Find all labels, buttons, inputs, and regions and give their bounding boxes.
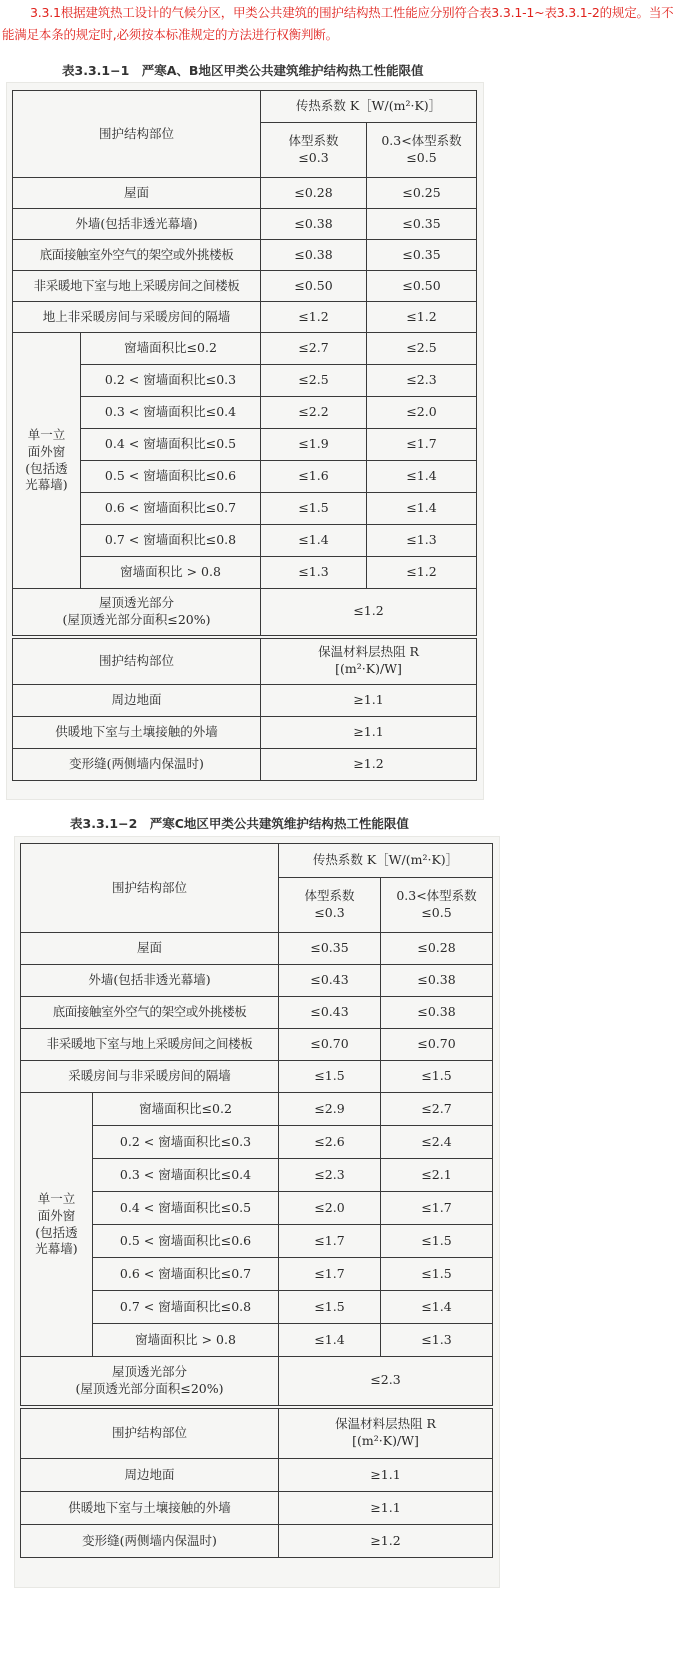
table-row <box>21 1029 493 1061</box>
window-ratio-label: 窗墙面积比≤0.2 <box>93 1093 279 1126</box>
k-value: ≤1.5 <box>279 1291 381 1324</box>
table-row <box>13 493 477 525</box>
k-value: ≤2.2 <box>261 397 367 429</box>
table-row <box>13 749 477 781</box>
table-row <box>13 209 477 240</box>
k-value: ≤1.2 <box>367 302 477 333</box>
window-ratio-label: 0.4 < 窗墙面积比≤0.5 <box>93 1192 279 1225</box>
table-row <box>21 997 493 1029</box>
window-group-label: 单一立 面外窗 (包括透 光幕墙) <box>21 1093 93 1357</box>
r-value: ≥1.1 <box>261 685 477 717</box>
k-value: ≤0.50 <box>261 271 367 302</box>
table-row <box>13 429 477 461</box>
row-label: 变形缝(两侧墙内保温时) <box>13 749 261 781</box>
row-label: 外墙(包括非透光幕墙) <box>21 965 279 997</box>
k-value: ≤1.4 <box>279 1324 381 1357</box>
k-value: ≤2.4 <box>381 1126 493 1159</box>
table-row <box>13 302 477 333</box>
part-header: 围护结构部位 <box>21 844 279 933</box>
window-ratio-label: 0.4 < 窗墙面积比≤0.5 <box>81 429 261 461</box>
k-value: ≤1.3 <box>261 557 367 589</box>
k-value: ≤0.38 <box>381 965 493 997</box>
k-value: ≤1.4 <box>367 461 477 493</box>
r-part-header: 围护结构部位 <box>13 637 261 685</box>
k-header: 传热系数 K［W/(m²·K)］ <box>279 844 493 878</box>
k-value: ≤0.43 <box>279 997 381 1029</box>
k-value: ≤2.6 <box>279 1126 381 1159</box>
row-label: 外墙(包括非透光幕墙) <box>13 209 261 240</box>
k-value: ≤1.5 <box>381 1061 493 1093</box>
table-1 <box>12 90 477 781</box>
k-value: ≤1.7 <box>367 429 477 461</box>
row-label: 非采暖地下室与地上采暖房间之间楼板 <box>13 271 261 302</box>
k-value: ≤0.38 <box>381 997 493 1029</box>
skylight-label: 屋顶透光部分 (屋顶透光部分面积≤20%) <box>13 589 261 637</box>
k-value: ≤2.9 <box>279 1093 381 1126</box>
row-label: 屋面 <box>21 933 279 965</box>
k-value: ≤1.7 <box>279 1258 381 1291</box>
r-value: ≥1.1 <box>279 1492 493 1525</box>
window-ratio-label: 0.2 < 窗墙面积比≤0.3 <box>81 365 261 397</box>
row-label: 地上非采暖房间与采暖房间的隔墙 <box>13 302 261 333</box>
window-ratio-label: 窗墙面积比≤0.2 <box>81 333 261 365</box>
table-row <box>21 1459 493 1492</box>
k-value: ≤2.7 <box>261 333 367 365</box>
k-value: ≤0.38 <box>261 209 367 240</box>
k-value: ≤2.5 <box>261 365 367 397</box>
r-value-header: 保温材料层热阻 R [(m²·K)/W] <box>279 1407 493 1459</box>
k-value: ≤2.1 <box>381 1159 493 1192</box>
r-value-header: 保温材料层热阻 R [(m²·K)/W] <box>261 637 477 685</box>
skylight-label: 屋顶透光部分 (屋顶透光部分面积≤20%) <box>21 1357 279 1407</box>
shape-factor-col-1: 体型系数 ≤0.3 <box>279 878 381 933</box>
table-row <box>21 965 493 997</box>
table-row <box>13 240 477 271</box>
k-value: ≤1.6 <box>261 461 367 493</box>
window-ratio-label: 0.7 < 窗墙面积比≤0.8 <box>81 525 261 557</box>
k-value: ≤2.3 <box>367 365 477 397</box>
row-label: 周边地面 <box>21 1459 279 1492</box>
part-header: 围护结构部位 <box>13 91 261 178</box>
table-row <box>13 271 477 302</box>
table-2-caption: 表3.3.1−2 严寒C地区甲类公共建筑维护结构热工性能限值 <box>70 816 409 831</box>
k-value: ≤1.5 <box>279 1061 381 1093</box>
table-row <box>13 333 477 365</box>
k-value: ≤2.7 <box>381 1093 493 1126</box>
window-ratio-label: 0.6 < 窗墙面积比≤0.7 <box>93 1258 279 1291</box>
window-ratio-label: 0.5 < 窗墙面积比≤0.6 <box>81 461 261 493</box>
k-value: ≤0.35 <box>279 933 381 965</box>
table-row <box>21 933 493 965</box>
r-part-header: 围护结构部位 <box>21 1407 279 1459</box>
row-label: 底面接触室外空气的架空或外挑楼板 <box>21 997 279 1029</box>
k-value: ≤2.3 <box>279 1159 381 1192</box>
r-value: ≥1.1 <box>261 717 477 749</box>
k-value: ≤0.70 <box>279 1029 381 1061</box>
k-value: ≤1.7 <box>381 1192 493 1225</box>
k-value: ≤1.4 <box>367 493 477 525</box>
table-row <box>13 365 477 397</box>
window-ratio-label: 0.7 < 窗墙面积比≤0.8 <box>93 1291 279 1324</box>
window-ratio-label: 0.6 < 窗墙面积比≤0.7 <box>81 493 261 525</box>
table-row <box>13 178 477 209</box>
r-value: ≥1.2 <box>279 1525 493 1558</box>
table-row <box>13 685 477 717</box>
r-value: ≥1.2 <box>261 749 477 781</box>
table-row <box>13 717 477 749</box>
table-row <box>13 397 477 429</box>
k-value: ≤1.3 <box>381 1324 493 1357</box>
shape-factor-col-1: 体型系数 ≤0.3 <box>261 123 367 178</box>
k-value: ≤0.25 <box>367 178 477 209</box>
k-value: ≤1.7 <box>279 1225 381 1258</box>
shape-factor-col-2: 0.3<体型系数 ≤0.5 <box>367 123 477 178</box>
k-value: ≤0.35 <box>367 209 477 240</box>
shape-factor-col-2: 0.3<体型系数 ≤0.5 <box>381 878 493 933</box>
skylight-value: ≤2.3 <box>279 1357 493 1407</box>
k-value: ≤1.4 <box>261 525 367 557</box>
k-value: ≤1.2 <box>261 302 367 333</box>
table-row <box>13 589 477 637</box>
k-value: ≤2.0 <box>367 397 477 429</box>
table-row <box>21 1492 493 1525</box>
row-label: 采暖房间与非采暖房间的隔墙 <box>21 1061 279 1093</box>
window-ratio-label: 0.2 < 窗墙面积比≤0.3 <box>93 1126 279 1159</box>
window-ratio-label: 窗墙面积比 > 0.8 <box>81 557 261 589</box>
row-label: 变形缝(两侧墙内保温时) <box>21 1525 279 1558</box>
k-value: ≤0.28 <box>261 178 367 209</box>
k-header: 传热系数 K［W/(m²·K)］ <box>261 91 477 123</box>
skylight-value: ≤1.2 <box>261 589 477 637</box>
table-row <box>21 1525 493 1558</box>
table-row <box>13 525 477 557</box>
row-label: 供暖地下室与土壤接触的外墙 <box>13 717 261 749</box>
r-value: ≥1.1 <box>279 1459 493 1492</box>
k-value: ≤0.50 <box>367 271 477 302</box>
table-2 <box>20 843 493 1558</box>
window-ratio-label: 窗墙面积比 > 0.8 <box>93 1324 279 1357</box>
row-label: 底面接触室外空气的架空或外挑楼板 <box>13 240 261 271</box>
row-label: 周边地面 <box>13 685 261 717</box>
k-value: ≤1.9 <box>261 429 367 461</box>
window-ratio-label: 0.3 < 窗墙面积比≤0.4 <box>81 397 261 429</box>
k-value: ≤0.43 <box>279 965 381 997</box>
row-label: 屋面 <box>13 178 261 209</box>
k-value: ≤1.5 <box>381 1258 493 1291</box>
window-group-label: 单一立 面外窗 (包括透 光幕墙) <box>13 333 81 589</box>
table-row <box>21 1093 493 1126</box>
table-row <box>21 1357 493 1407</box>
intro-paragraph: 3.3.1根据建筑热工设计的气候分区，甲类公共建筑的围护结构热工性能应分别符合表3.3.1-1~表3.3.1-2的规定。当不能满足本条的规定时,必须按本标准规定的方法进行权衡判断。 <box>2 5 674 42</box>
k-value: ≤0.35 <box>367 240 477 271</box>
k-value: ≤0.70 <box>381 1029 493 1061</box>
k-value: ≤0.28 <box>381 933 493 965</box>
row-label: 供暖地下室与土壤接触的外墙 <box>21 1492 279 1525</box>
table-row <box>13 461 477 493</box>
table-1-caption: 表3.3.1−1 严寒A、B地区甲类公共建筑维护结构热工性能限值 <box>62 63 424 78</box>
k-value: ≤1.3 <box>367 525 477 557</box>
window-ratio-label: 0.5 < 窗墙面积比≤0.6 <box>93 1225 279 1258</box>
table-row <box>13 557 477 589</box>
k-value: ≤1.5 <box>381 1225 493 1258</box>
k-value: ≤1.5 <box>261 493 367 525</box>
k-value: ≤0.38 <box>261 240 367 271</box>
k-value: ≤1.4 <box>381 1291 493 1324</box>
k-value: ≤1.2 <box>367 557 477 589</box>
k-value: ≤2.0 <box>279 1192 381 1225</box>
k-value: ≤2.5 <box>367 333 477 365</box>
table-row <box>21 1061 493 1093</box>
window-ratio-label: 0.3 < 窗墙面积比≤0.4 <box>93 1159 279 1192</box>
row-label: 非采暖地下室与地上采暖房间之间楼板 <box>21 1029 279 1061</box>
